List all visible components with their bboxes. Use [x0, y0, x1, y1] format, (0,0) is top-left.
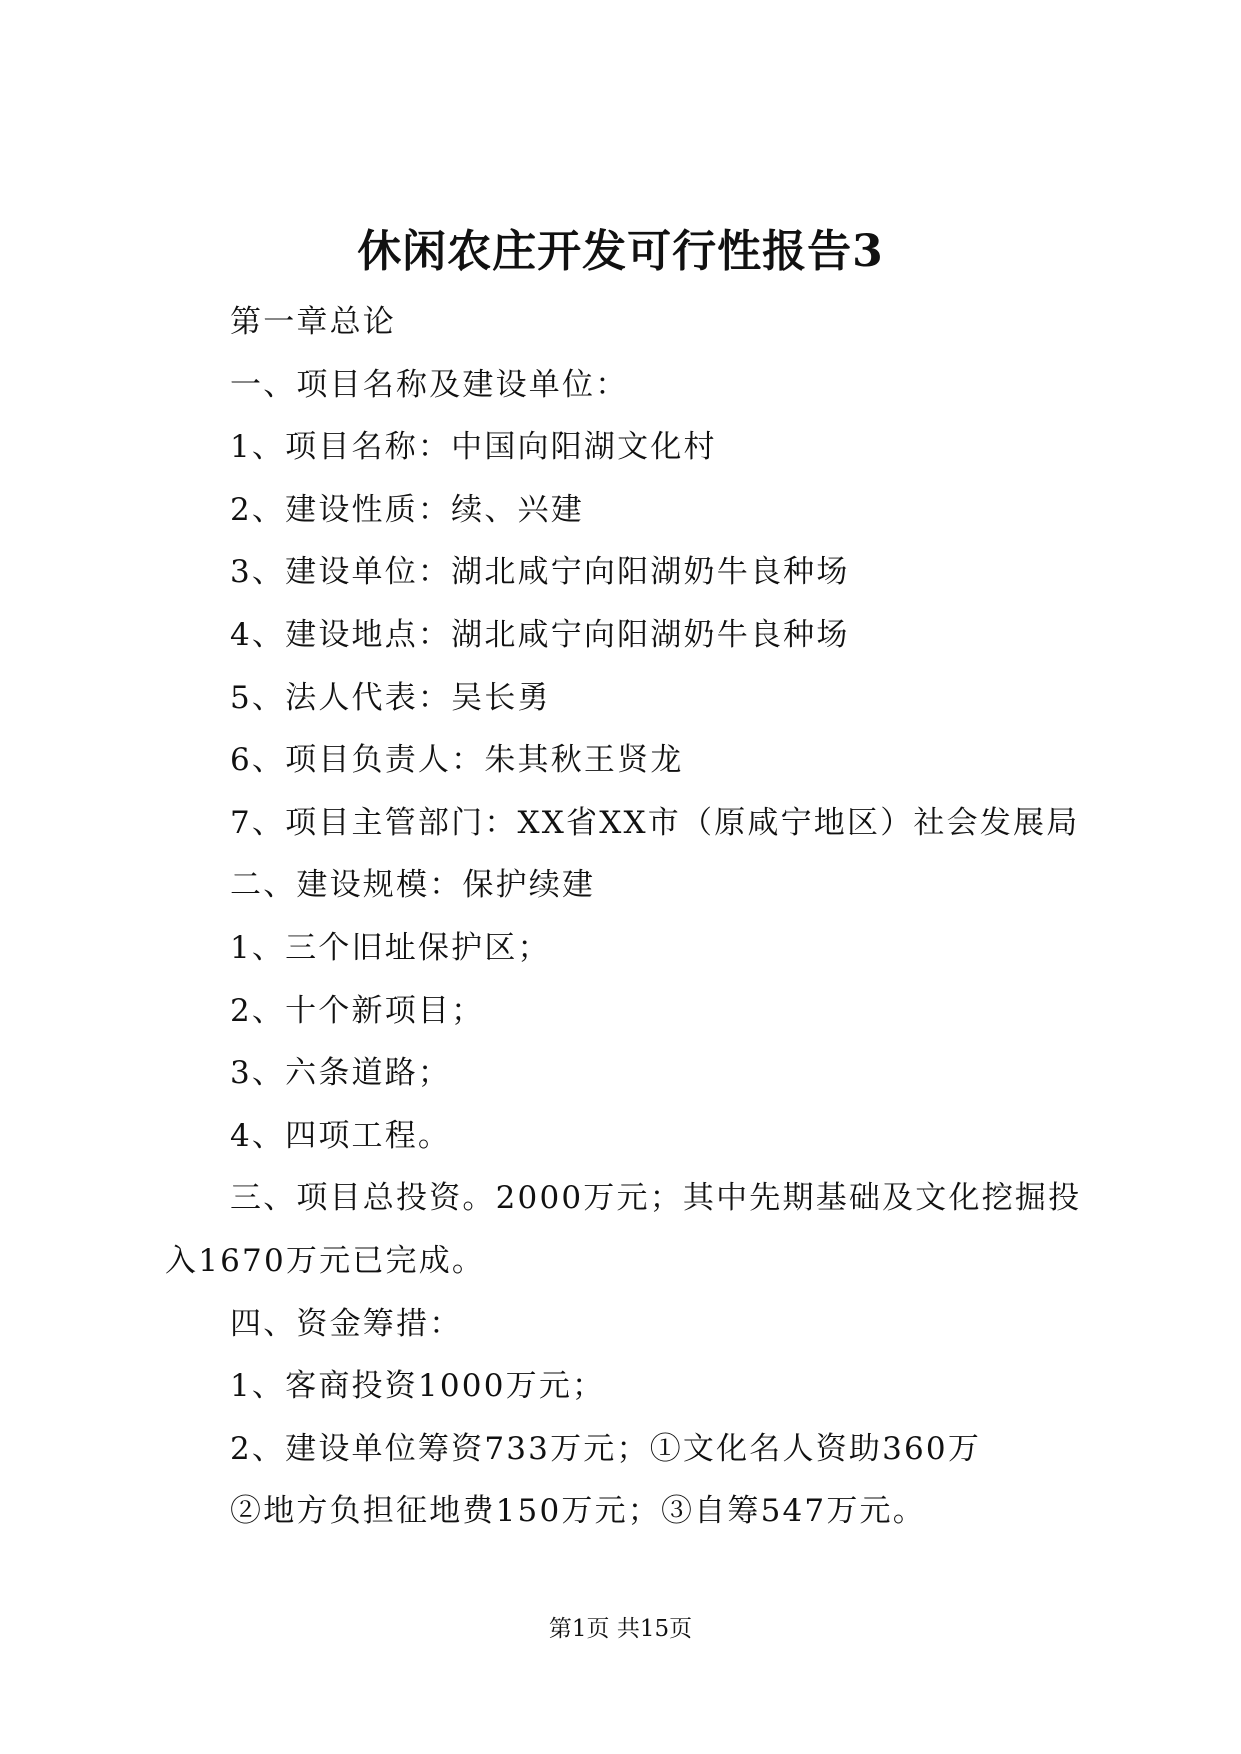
body-line: 1、三个旧址保护区；: [230, 929, 551, 966]
body-line: 2、建设性质：续、兴建: [230, 491, 584, 528]
body-line: ②地方负担征地费150万元；③自筹547万元。: [230, 1493, 926, 1530]
body-line: 7、项目主管部门：XX省XX市（原咸宁地区）社会发展局: [230, 804, 1080, 841]
body-line: 四、资金筹措：: [230, 1305, 463, 1342]
body-line: 1、项目名称：中国向阳湖文化村: [230, 429, 717, 466]
body-line: 4、四项工程。: [230, 1117, 452, 1154]
document-title: 休闲农庄开发可行性报告3: [357, 226, 884, 277]
body-line: 4、建设地点：湖北咸宁向阳湖奶牛良种场: [230, 616, 850, 653]
body-line: 3、建设单位：湖北咸宁向阳湖奶牛良种场: [230, 554, 850, 591]
body-line: 三、项目总投资。2000万元；其中先期基础及文化挖掘投: [230, 1180, 1082, 1217]
page-footer: 第1页 共15页: [548, 1616, 693, 1642]
body-line: 一、项目名称及建设单位：: [230, 366, 629, 403]
body-line: 2、十个新项目；: [230, 992, 485, 1029]
body-line: 3、六条道路；: [230, 1055, 452, 1092]
body-line: 6、项目负责人：朱其秋王贤龙: [230, 742, 684, 779]
body-line: 2、建设单位筹资733万元；①文化名人资助360万: [230, 1430, 982, 1467]
body-line: 5、法人代表：吴长勇: [230, 679, 551, 716]
body-line: 1、客商投资1000万元；: [230, 1368, 606, 1405]
document-body: [165, 291, 1095, 1543]
body-line: 入1670万元已完成。: [165, 1242, 486, 1279]
body-line: 第一章总论: [230, 304, 396, 340]
body-line: 二、建设规模：保护续建: [230, 867, 596, 904]
